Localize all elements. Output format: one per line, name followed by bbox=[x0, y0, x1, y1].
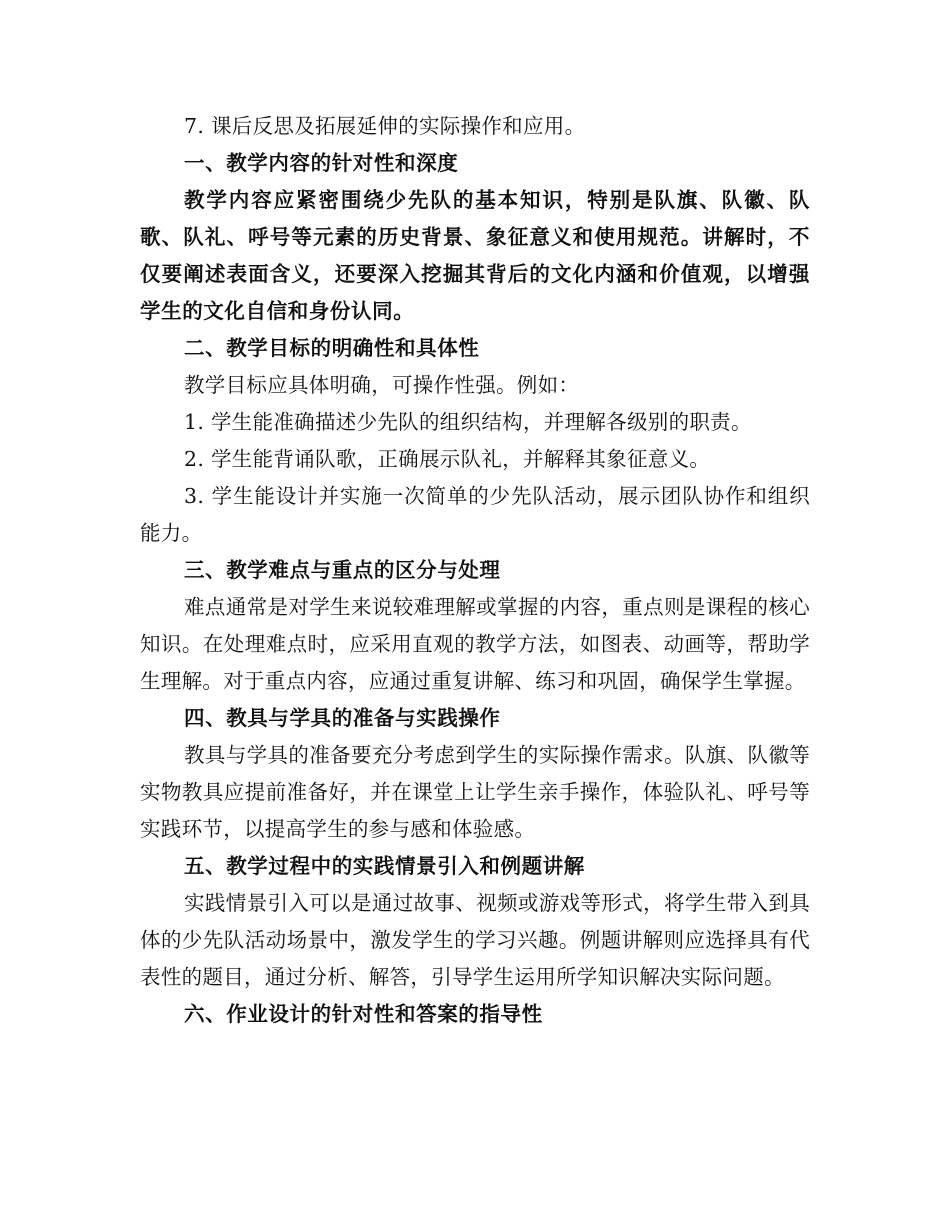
document-page bbox=[140, 108, 810, 1033]
section-body-5: 实践情景引入可以是通过故事、视频或游戏等形式，将学生带入到具体的少先队活动场景中，激发学生的学习兴趣。例题讲解则应选择具有代表性的题目，通过分析、解答，引导学生运用所学知识解决实际问题。 bbox=[140, 891, 810, 989]
section-intro-2: 教学目标应具体明确，可操作性强。例如： bbox=[184, 373, 580, 397]
list-item-7: 7. 课后反思及拓展延伸的实际操作和应用。 bbox=[184, 114, 586, 138]
goal-item-1: 1. 学生能准确描述少先队的组织结构，并理解各级别的职责。 bbox=[184, 410, 752, 434]
section-heading-2: 二、教学目标的明确性和具体性 bbox=[184, 336, 480, 360]
section-heading-1: 一、教学内容的针对性和深度 bbox=[184, 151, 459, 175]
section-heading-6: 六、作业设计的针对性和答案的指导性 bbox=[184, 1002, 543, 1026]
goal-item-3: 3. 学生能设计并实施一次简单的少先队活动，展示团队协作和组织能力。 bbox=[140, 484, 810, 545]
section-heading-5: 五、教学过程中的实践情景引入和例题讲解 bbox=[184, 854, 585, 878]
section-body-4: 教具与学具的准备要充分考虑到学生的实际操作需求。队旗、队徽等实物教具应提前准备好，并在课堂上让学生亲手操作，体验队礼、呼号等实践环节，以提高学生的参与感和体验感。 bbox=[140, 743, 810, 841]
goal-item-2: 2. 学生能背诵队歌，正确展示队礼，并解释其象征意义。 bbox=[184, 447, 711, 471]
section-body-3: 难点通常是对学生来说较难理解或掌握的内容，重点则是课程的核心知识。在处理难点时，应采用直观的教学方法，如图表、动画等，帮助学生理解。对于重点内容，应通过重复讲解、练习和巩固，确保学生掌握。 bbox=[140, 595, 810, 693]
section-body-1: 教学内容应紧密围绕少先队的基本知识，特别是队旗、队徽、队歌、队礼、呼号等元素的历史背景、象征意义和使用规范。讲解时，不仅要阐述表面含义，还要深入挖掘其背后的文化内涵和价值观，以增强学生的文化自信和身份认同。 bbox=[140, 188, 810, 323]
section-heading-3: 三、教学难点与重点的区分与处理 bbox=[184, 558, 501, 582]
section-heading-4: 四、教具与学具的准备与实践操作 bbox=[184, 706, 501, 730]
